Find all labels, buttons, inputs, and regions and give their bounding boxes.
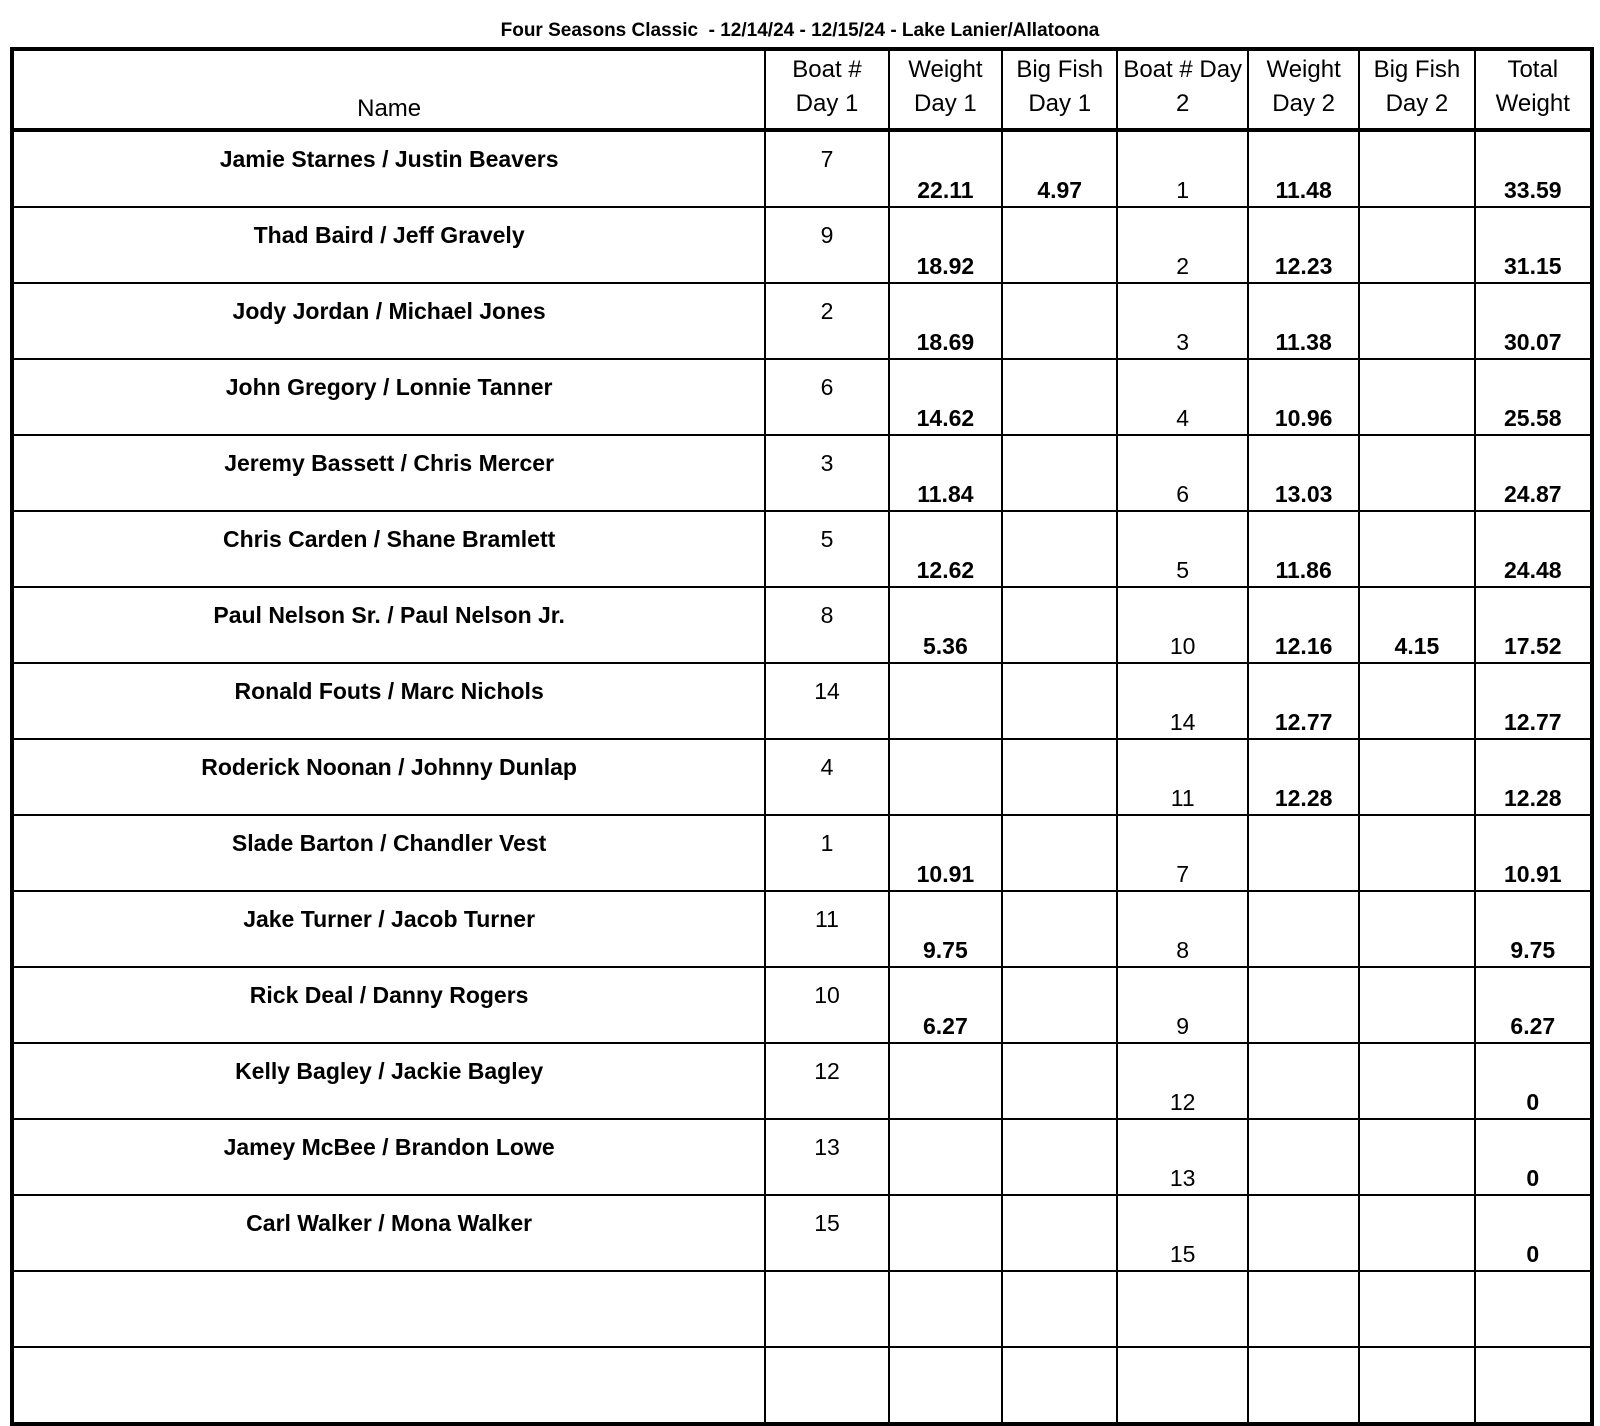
bigfish-day2-cell xyxy=(1359,739,1474,815)
weight-day1-cell: 18.69 xyxy=(889,283,1002,359)
total-weight-cell: 17.52 xyxy=(1475,587,1592,663)
boat-day1-cell: 5 xyxy=(765,511,889,587)
header-line: Total xyxy=(1507,56,1559,83)
total-weight-cell: 0 xyxy=(1475,1119,1592,1195)
bigfish-day2-cell xyxy=(1359,1347,1474,1424)
total-weight-cell xyxy=(1475,1347,1592,1424)
weight-day1-cell xyxy=(889,1195,1002,1271)
boat-day2-cell: 1 xyxy=(1117,130,1248,207)
table-row xyxy=(12,511,1592,587)
bigfish-day2-cell xyxy=(1359,207,1474,283)
weight-day1-cell: 10.91 xyxy=(889,815,1002,891)
weight-day2-cell xyxy=(1248,891,1359,967)
total-weight-cell: 24.48 xyxy=(1475,511,1592,587)
weight-day1-cell: 14.62 xyxy=(889,359,1002,435)
boat-day1-cell: 15 xyxy=(765,1195,889,1271)
boat-day2-cell: 6 xyxy=(1117,435,1248,511)
team-name-cell: Kelly Bagley / Jackie Bagley xyxy=(12,1043,765,1119)
weight-day2-cell: 12.28 xyxy=(1248,739,1359,815)
team-name-cell xyxy=(12,1347,765,1424)
boat-day1-cell: 1 xyxy=(765,815,889,891)
bigfish-day2-cell xyxy=(1359,1271,1474,1347)
header-row xyxy=(12,49,1592,130)
boat-day1-cell: 11 xyxy=(765,891,889,967)
header-line: Weight xyxy=(1495,90,1570,117)
bigfish-day1-cell xyxy=(1002,587,1117,663)
bigfish-day2-cell xyxy=(1359,815,1474,891)
bigfish-day2-cell xyxy=(1359,1043,1474,1119)
weight-day1-cell: 12.62 xyxy=(889,511,1002,587)
weight-day2-cell xyxy=(1248,1119,1359,1195)
header-weight-day1 xyxy=(889,49,1002,130)
team-name-cell: Chris Carden / Shane Bramlett xyxy=(12,511,765,587)
team-name-cell: John Gregory / Lonnie Tanner xyxy=(12,359,765,435)
bigfish-day2-cell: 4.15 xyxy=(1359,587,1474,663)
weight-day1-cell xyxy=(889,1119,1002,1195)
bigfish-day2-cell xyxy=(1359,511,1474,587)
total-weight-cell: 6.27 xyxy=(1475,967,1592,1043)
team-name-cell: Slade Barton / Chandler Vest xyxy=(12,815,765,891)
header-total-weight xyxy=(1475,49,1592,130)
bigfish-day2-cell xyxy=(1359,967,1474,1043)
team-name-cell xyxy=(12,1271,765,1347)
total-weight-cell: 33.59 xyxy=(1475,130,1592,207)
weight-day1-cell: 18.92 xyxy=(889,207,1002,283)
team-name-cell: Jody Jordan / Michael Jones xyxy=(12,283,765,359)
boat-day1-cell: 7 xyxy=(765,130,889,207)
weight-day1-cell xyxy=(889,663,1002,739)
header-line: Day 1 xyxy=(1028,90,1092,117)
weight-day2-cell: 10.96 xyxy=(1248,359,1359,435)
weight-day1-cell: 22.11 xyxy=(889,130,1002,207)
bigfish-day2-cell xyxy=(1359,1119,1474,1195)
team-name-cell: Jamie Starnes / Justin Beavers xyxy=(12,130,765,207)
boat-day2-cell: 8 xyxy=(1117,891,1248,967)
weight-day2-cell xyxy=(1248,967,1359,1043)
boat-day2-cell: 13 xyxy=(1117,1119,1248,1195)
header-line: Day 2 xyxy=(1272,90,1335,117)
header-boat-day1 xyxy=(765,49,889,130)
team-name-cell: Rick Deal / Danny Rogers xyxy=(12,967,765,1043)
boat-day2-cell: 11 xyxy=(1117,739,1248,815)
table-row xyxy=(12,739,1592,815)
boat-day2-cell xyxy=(1117,1347,1248,1424)
table-row xyxy=(12,891,1592,967)
weight-day1-cell: 5.36 xyxy=(889,587,1002,663)
team-name-cell: Ronald Fouts / Marc Nichols xyxy=(12,663,765,739)
boat-day2-cell: 4 xyxy=(1117,359,1248,435)
table-row xyxy=(12,663,1592,739)
bigfish-day2-cell xyxy=(1359,359,1474,435)
total-weight-cell xyxy=(1475,1271,1592,1347)
bigfish-day1-cell xyxy=(1002,739,1117,815)
team-name-cell: Roderick Noonan / Johnny Dunlap xyxy=(12,739,765,815)
total-weight-cell: 0 xyxy=(1475,1195,1592,1271)
header-line: Boat # Day xyxy=(1123,56,1243,83)
bigfish-day1-cell xyxy=(1002,967,1117,1043)
bigfish-day1-cell xyxy=(1002,1347,1117,1424)
bigfish-day2-cell xyxy=(1359,130,1474,207)
boat-day1-cell: 3 xyxy=(765,435,889,511)
bigfish-day1-cell xyxy=(1002,663,1117,739)
header-line: Boat # xyxy=(792,56,862,83)
header-bigfish-day2 xyxy=(1359,49,1474,130)
header-line: 2 xyxy=(1176,90,1190,117)
header-line: Big Fish xyxy=(1016,56,1104,83)
bigfish-day2-cell xyxy=(1359,283,1474,359)
table-row xyxy=(12,815,1592,891)
total-weight-cell: 12.28 xyxy=(1475,739,1592,815)
weight-day2-cell: 12.77 xyxy=(1248,663,1359,739)
table-row xyxy=(12,1119,1592,1195)
weight-day1-cell xyxy=(889,739,1002,815)
weight-day2-cell xyxy=(1248,815,1359,891)
total-weight-cell: 25.58 xyxy=(1475,359,1592,435)
total-weight-cell: 12.77 xyxy=(1475,663,1592,739)
weight-day1-cell xyxy=(889,1347,1002,1424)
table-row xyxy=(12,207,1592,283)
boat-day2-cell: 14 xyxy=(1117,663,1248,739)
weight-day2-cell: 12.16 xyxy=(1248,587,1359,663)
header-bigfish-day1 xyxy=(1002,49,1117,130)
bigfish-day2-cell xyxy=(1359,891,1474,967)
total-weight-cell: 24.87 xyxy=(1475,435,1592,511)
weight-day2-cell: 13.03 xyxy=(1248,435,1359,511)
boat-day2-cell: 3 xyxy=(1117,283,1248,359)
total-weight-cell: 10.91 xyxy=(1475,815,1592,891)
boat-day2-cell xyxy=(1117,1271,1248,1347)
boat-day1-cell: 4 xyxy=(765,739,889,815)
boat-day1-cell: 2 xyxy=(765,283,889,359)
bigfish-day2-cell xyxy=(1359,435,1474,511)
weight-day1-cell xyxy=(889,1271,1002,1347)
boat-day1-cell: 13 xyxy=(765,1119,889,1195)
header-line: Weight xyxy=(908,56,983,83)
boat-day2-cell: 9 xyxy=(1117,967,1248,1043)
boat-day1-cell xyxy=(765,1271,889,1347)
weight-day1-cell: 6.27 xyxy=(889,967,1002,1043)
page-title: Four Seasons Classic - 12/14/24 - 12/15/24 - Lake Lanier/Allatoona xyxy=(500,20,1100,41)
weight-day1-cell: 9.75 xyxy=(889,891,1002,967)
bigfish-day1-cell xyxy=(1002,511,1117,587)
bigfish-day1-cell xyxy=(1002,1271,1117,1347)
boat-day1-cell: 10 xyxy=(765,967,889,1043)
bigfish-day1-cell xyxy=(1002,1043,1117,1119)
header-boat-day2 xyxy=(1117,49,1248,130)
weight-day2-cell: 11.48 xyxy=(1248,130,1359,207)
bigfish-day1-cell xyxy=(1002,815,1117,891)
bigfish-day1-cell xyxy=(1002,891,1117,967)
bigfish-day1-cell xyxy=(1002,283,1117,359)
bigfish-day2-cell xyxy=(1359,1195,1474,1271)
weight-day1-cell xyxy=(889,1043,1002,1119)
team-name-cell: Jake Turner / Jacob Turner xyxy=(12,891,765,967)
total-weight-cell: 30.07 xyxy=(1475,283,1592,359)
table-row xyxy=(12,359,1592,435)
table-row xyxy=(12,1347,1592,1424)
total-weight-cell: 31.15 xyxy=(1475,207,1592,283)
boat-day2-cell: 10 xyxy=(1117,587,1248,663)
table-row xyxy=(12,1271,1592,1347)
header-name: Name xyxy=(12,49,765,130)
weight-day2-cell xyxy=(1248,1347,1359,1424)
total-weight-cell: 9.75 xyxy=(1475,891,1592,967)
boat-day1-cell: 12 xyxy=(765,1043,889,1119)
header-line: Big Fish xyxy=(1373,56,1461,83)
weight-day2-cell xyxy=(1248,1195,1359,1271)
weight-day2-cell xyxy=(1248,1043,1359,1119)
boat-day1-cell: 6 xyxy=(765,359,889,435)
header-line: Weight xyxy=(1266,56,1341,83)
bigfish-day1-cell xyxy=(1002,435,1117,511)
team-name-cell: Thad Baird / Jeff Gravely xyxy=(12,207,765,283)
bigfish-day1-cell: 4.97 xyxy=(1002,130,1117,207)
boat-day1-cell xyxy=(765,1347,889,1424)
table-row xyxy=(12,283,1592,359)
header-line: Day 1 xyxy=(795,90,859,117)
total-weight-cell: 0 xyxy=(1475,1043,1592,1119)
bigfish-day2-cell xyxy=(1359,663,1474,739)
table-row xyxy=(12,435,1592,511)
team-name-cell: Jeremy Bassett / Chris Mercer xyxy=(12,435,765,511)
table-row xyxy=(12,587,1592,663)
weight-day2-cell: 12.23 xyxy=(1248,207,1359,283)
weight-day2-cell: 11.86 xyxy=(1248,511,1359,587)
boat-day2-cell: 5 xyxy=(1117,511,1248,587)
bigfish-day1-cell xyxy=(1002,207,1117,283)
boat-day2-cell: 2 xyxy=(1117,207,1248,283)
boat-day2-cell: 15 xyxy=(1117,1195,1248,1271)
bigfish-day1-cell xyxy=(1002,1195,1117,1271)
team-name-cell: Carl Walker / Mona Walker xyxy=(12,1195,765,1271)
weight-day2-cell: 11.38 xyxy=(1248,283,1359,359)
bigfish-day1-cell xyxy=(1002,1119,1117,1195)
boat-day1-cell: 8 xyxy=(765,587,889,663)
table-row xyxy=(12,1195,1592,1271)
header-weight-day2 xyxy=(1248,49,1359,130)
table-row xyxy=(12,1043,1592,1119)
boat-day1-cell: 9 xyxy=(765,207,889,283)
team-name-cell: Paul Nelson Sr. / Paul Nelson Jr. xyxy=(12,587,765,663)
team-name-cell: Jamey McBee / Brandon Lowe xyxy=(12,1119,765,1195)
results-table xyxy=(10,47,1594,1426)
results-body xyxy=(12,130,1592,1424)
boat-day1-cell: 14 xyxy=(765,663,889,739)
boat-day2-cell: 12 xyxy=(1117,1043,1248,1119)
boat-day2-cell: 7 xyxy=(1117,815,1248,891)
table-row xyxy=(12,967,1592,1043)
header-line: Day 2 xyxy=(1385,90,1449,117)
weight-day2-cell xyxy=(1248,1271,1359,1347)
weight-day1-cell: 11.84 xyxy=(889,435,1002,511)
bigfish-day1-cell xyxy=(1002,359,1117,435)
header-line: Day 1 xyxy=(914,90,977,117)
table-row xyxy=(12,130,1592,207)
